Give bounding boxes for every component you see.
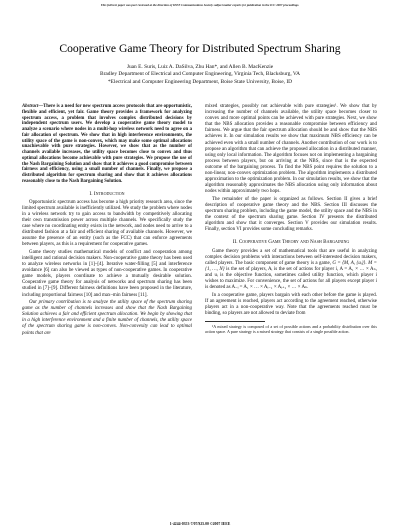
affiliation-secondary: *Electrical and Computer Engineering Department, Boise State University, Boise, ID (107, 78, 293, 85)
cooperative-game-paragraph: In a cooperative game, players bargain with each other before the game is played. If an agreement is reached, players act according to the agreement reached, otherwise players act in a non-cooperative way. Note that the agreements reached must be binding, so players are not allowed to deviate from (205, 292, 377, 316)
footnote: ¹A mixed strategy is composed of a set of possible actions and a probability distribution over this action space. A pure strategy is a mixed strategy that consists of a single possible action. (205, 324, 377, 335)
intro-paragraph-2: Game theory studies mathematical models of conflict and cooperation among intelligent and rational decision makers. Non-cooperative game theory has been used to analyze wireless networks in [1]–[4]. Iterative water-filling [5] and interference avoidance [6] can also be viewed as types of non-cooperative games. In cooperative game models, players coordinate to achieve a mutually desirable solution. Cooperative game theory for analysis of networks and spectrum sharing has been studied in [7]–[9]. Different fairness definitions have been proposed in the literature, including proportional fairness [10] and max–min fairness [11]. (22, 249, 192, 298)
author-names: Juan E. Suris, Luiz A. DaSilva, Zhu Han*, and Allen B. MacKenzie (126, 64, 274, 70)
section-heading-cooperative-game-theory: II. Cooperative Game Theory and Nash Bargaining (232, 239, 350, 246)
right-paragraph-2: The remainder of the paper is organized as follows. Section II gives a brief description of cooperative game theory and the NBS. Section III discusses the spectrum sharing problem, including the game model, the utility space and the NBS in the context of the spectrum sharing game. Section IV presents the distributed algorithm and show that it converges. Section V provides our simulation results. Finally, section VI provides some concluding remarks. (205, 196, 377, 233)
paper-title: Cooperative Game Theory for Distributed Spectrum Sharing (59, 42, 341, 55)
affiliation-primary: Bradley Department of Electrical and Computer Engineering, Virginia Tech, Blacksburg, VA (99, 71, 301, 78)
author-block (10, 64, 390, 86)
abstract (22, 104, 192, 185)
intro-paragraph-3: Our primary contribution is to analyze the utility space of the spectrum sharing game as the number of channels increases and show that the Nash Bargaining Solution achieves a fair and efficient spectrum allocation. We begin by showing that in a high interference environment and a finite number of channels, the utility space of the spectrum sharing game is non-convex. Non-convexity can lead to optimal points that are (22, 300, 192, 336)
intro-paragraph-1: Opportunistic spectrum access has become a high priority research area, since the limited spectrum available is inefficiently utilized. We study the problem where nodes in a wireless network try to gain access to bandwidth by competitively allocating their own transmission power across multiple channels. We specifically study the case where no coordinating entity exists in the network, and nodes need to arrive to a distributed fashion at a fair and efficient sharing of available channels. However, we assume the presence of an entity (such as the FCC) that can enforce agreements between players, as this is a requirement for cooperative games. (22, 199, 192, 248)
section-heading-introduction: I. Introduction (89, 190, 125, 197)
peer-review-banner: This full text paper was peer reviewed at the direction of IEEE Communications Society subject matter experts for publication in the ICC 2007 proceedings. (100, 3, 300, 7)
copyright-footer: 1-4244-0353-7/07/$25.00 ©2007 IEEE (169, 522, 231, 526)
game-theory-text-b: is the set of players, Aᵢ is the set of actions for player i, A = A₁ × … × Aₙ, and uᵢ is the objective function, sometimes called utility function, which player i wishes to maximize. For convenience, the set of actions for all players except player i is denoted as A₋ᵢ = A₁ × … × Aᵢ₋₁ × Aᵢ₊₁ × … × Aₙ. (205, 266, 377, 291)
abstract-text: —There is a need for new spectrum access protocols that are opportunistic, flexible and efficient, yet fair. Game theory provides a framework for analyzing spectrum access, a problem that involves complex distributed decisions by independent spectrum users. We develop a cooperative game theory model to analyze a scenario where nodes in a multi-hop wireless network need to agree on a fair allocation of spectrum. We show that in high interference environments, the utility space of the game is non-convex, which may make some optimal allocations unachievable with pure strategies. However, we show that as the number of channels available increases, the utility space becomes close to convex and thus optimal allocations become achievable with pure strategies. We propose the use of the Nash Bargaining Solution and show that it achieves a good compromise between fairness and efficiency, using a small number of channels. Finally, we propose a distributed algorithm for spectrum sharing and show that it achieves allocations reasonably close to the Nash Bargaining Solution. (22, 104, 192, 184)
right-paragraph-1: mixed strategies, possibly not achievable with pure strategies¹. We show that by increasing the number of channels available, the utility space becomes closer to convex and more optimal points can be achieved with pure strategies. Next, we show that the NBS allocation provides a reasonable compromise between efficiency and fairness. We argue that the fair spectrum allocation should be and show that the NBS achieves it. In our simulation results we show that maximum NBS efficiency can be achieved even with a small number of channels. Another contribution of our work is to propose an algorithm that can achieve the proposed allocation in a distributed manner, using only local information. The algorithm focuses not on implementing a bargaining process between players, but on arriving at the NBS, since that is the expected outcome of the bargaining process. To find the NBS point requires the solution to a non-linear, non-convex optimization problem. The algorithm implements a distributed approximation to the optimization problem. In our simulation results, we show that the algorithm reasonably approximates the NBS allocation using only information about nodes within approximately two hops. (205, 104, 377, 195)
game-theory-text-a: Game theory provides a set of mathematical tools that are useful in analyzing complex decision problems with interactions between self-interested decision makers, called players. The basic component of game theory is a game, (205, 248, 377, 266)
abstract-lead: Abstract (22, 104, 39, 109)
right-column (205, 104, 377, 336)
left-column (22, 104, 192, 338)
game-theory-paragraph (205, 249, 377, 292)
footnote-divider (205, 321, 265, 322)
game-definition-math: G = ⟨M, A, {uᵢ}⟩. M = {1, …, N} (205, 260, 378, 272)
